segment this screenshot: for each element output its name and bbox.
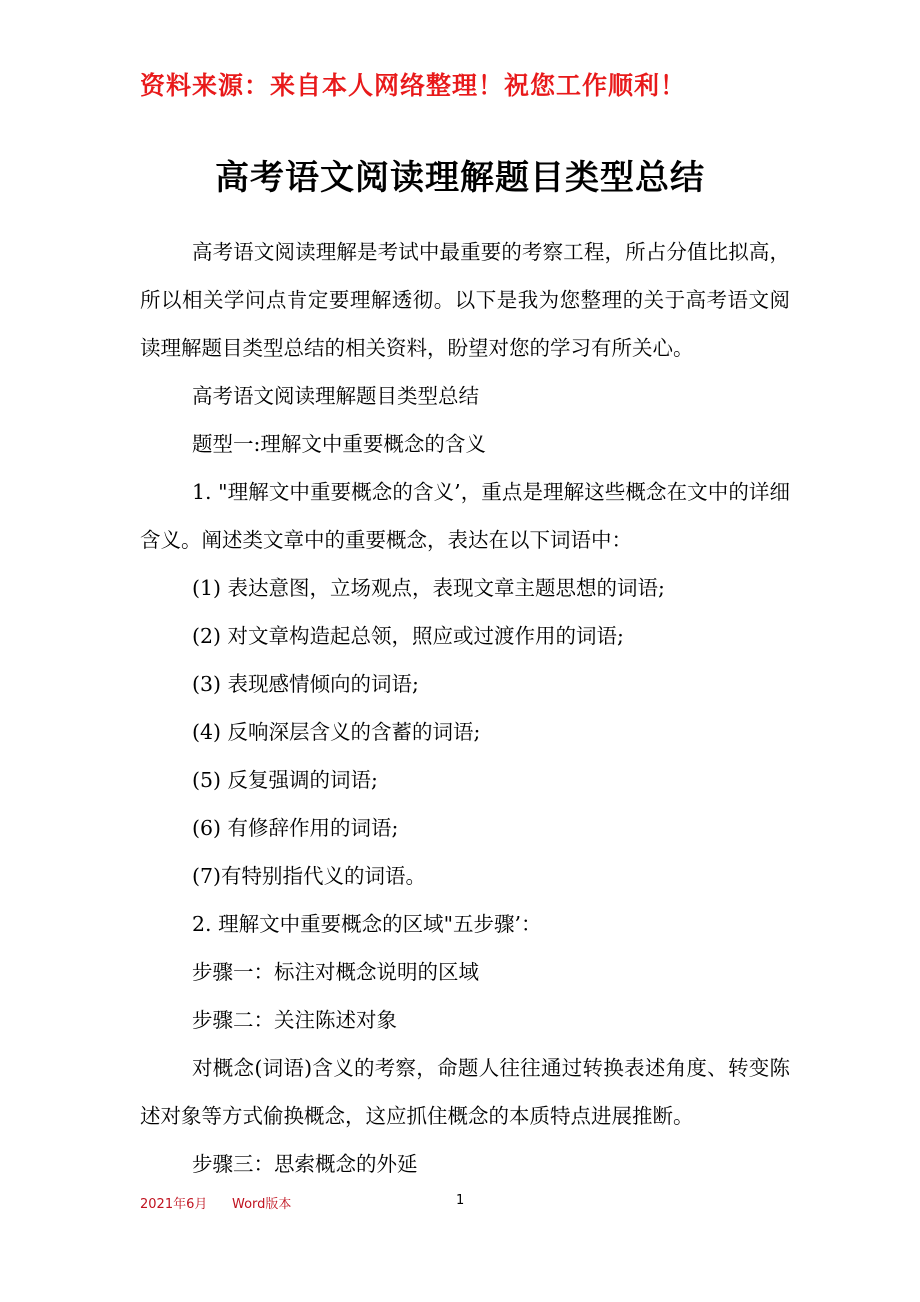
point-one-paragraph: 1. "理解文中重要概念的含义’，重点是理解这些概念在文中的详细含义。阐述类文章中的重要概念，表达在以下词语中： [140, 480, 790, 552]
step-two-detail: 对概念(词语)含义的考察，命题人往往通过转换表述角度、转变陈述对象等方式偷换概念，这应抓住概念的本质特点进展推断。 [140, 1056, 790, 1128]
page-number: 1 [456, 1193, 465, 1208]
step-three-heading: 步骤三：思索概念的外延 [192, 1152, 418, 1176]
step-two-heading: 步骤二：关注陈述对象 [192, 1008, 397, 1032]
intro-paragraph: 高考语文阅读理解是考试中最重要的考察工程，所占分值比拟高，所以相关学问点肯定要理解透彻。以下是我为您整理的关于高考语文阅读理解题目类型总结的相关资料，盼望对您的学习有所关心。 [140, 240, 790, 360]
point-two-paragraph: 2. 理解文中重要概念的区域"五步骤’： [192, 912, 542, 936]
list-item: (5) 反复强调的词语; [192, 768, 378, 792]
document-body [140, 228, 790, 1188]
list-item: (2) 对文章构造起总领，照应或过渡作用的词语; [192, 624, 624, 648]
footer-date: 2021年6月 [140, 1197, 208, 1212]
list-item: (4) 反响深层含义的含蓄的词语; [192, 720, 481, 744]
section-heading: 高考语文阅读理解题目类型总结 [192, 384, 479, 408]
list-item: (1) 表达意图，立场观点，表现文章主题思想的词语; [192, 576, 665, 600]
document-title: 高考语文阅读理解题目类型总结 [215, 158, 705, 198]
list-item: (7)有特别指代义的词语。 [192, 864, 427, 888]
type-one-heading: 题型一:理解文中重要概念的含义 [192, 432, 486, 456]
list-item: (3) 表现感情倾向的词语; [192, 672, 419, 696]
source-banner: 资料来源：来自本人网络整理！祝您工作顺利！ [140, 71, 687, 100]
list-item: (6) 有修辞作用的词语; [192, 816, 399, 840]
footer-edition: Word版本 [232, 1197, 292, 1212]
step-one-heading: 步骤一：标注对概念说明的区域 [192, 960, 479, 984]
